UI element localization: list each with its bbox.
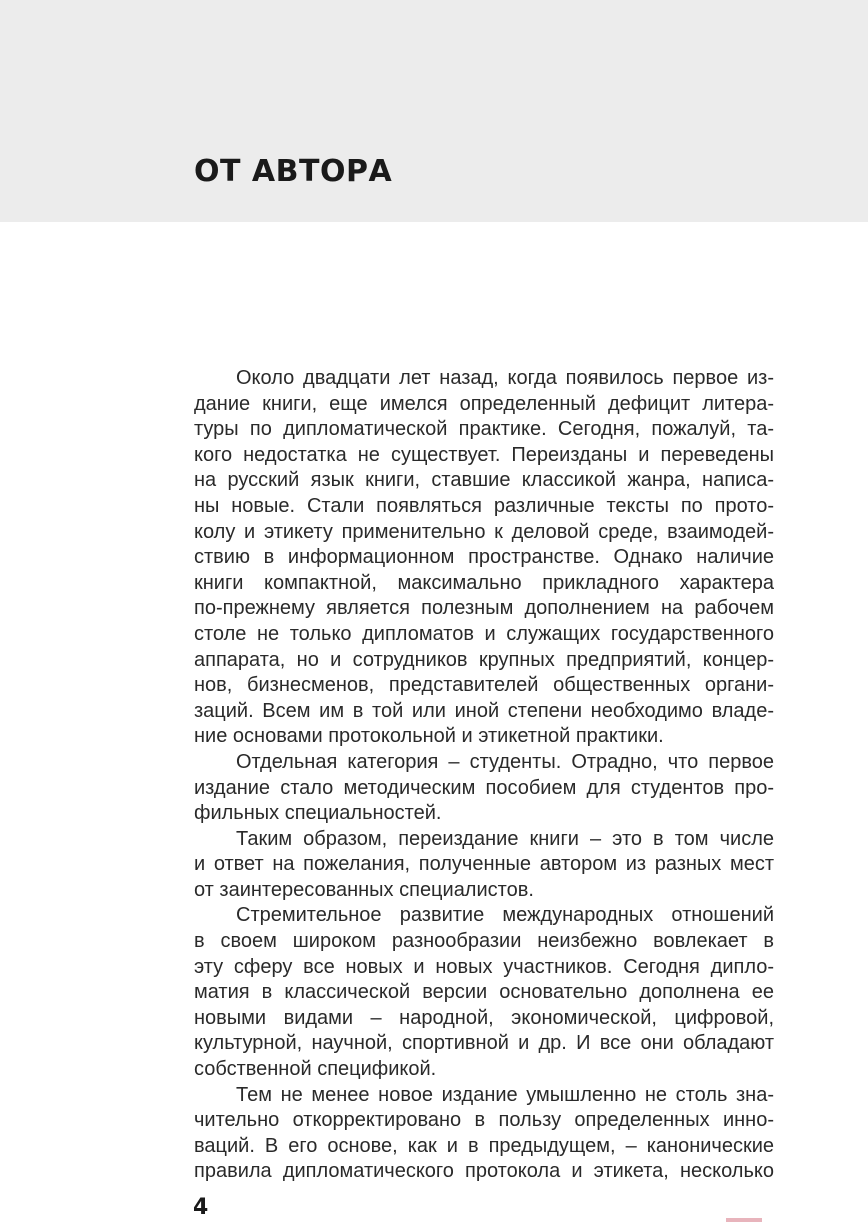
text-line: Около двадцати лет назад, когда появилось первое из- xyxy=(236,367,774,389)
text-line: колу и этикету применительно к деловой среде, взаимодей- xyxy=(194,520,774,543)
text-line: столе не только дипломатов и служащих государственного xyxy=(194,622,774,645)
footer-mark xyxy=(726,1218,762,1222)
text-line: туры по дипломатической практике. Сегодня, пожалуй, та- xyxy=(194,418,774,441)
text-line: ны новые. Стали появляться различные тексты по прото- xyxy=(194,494,774,517)
text-line: ствию в информационном пространстве. Однако наличие xyxy=(194,546,774,569)
text-line: Таким образом, переиздание книги – это в том числе xyxy=(236,827,774,850)
text-line: заций. Всем им в той или иной степени необходимо владе- xyxy=(194,699,774,722)
text-line: матия в классической версии основательно дополнена ее xyxy=(194,981,774,1004)
text-line: фильных специальностей. xyxy=(194,802,442,825)
body-text xyxy=(194,366,774,1185)
text-line: Тем не менее новое издание умышленно не столь зна- xyxy=(236,1083,774,1106)
text-line: и ответ на пожелания, полученные автором из разных мест xyxy=(194,853,774,876)
text-line: издание стало методическим пособием для студентов про- xyxy=(194,776,774,799)
text-line: чительно откорректировано в пользу определенных инно- xyxy=(194,1109,774,1132)
text-line: книги компактной, максимально прикладного характера xyxy=(194,571,774,594)
text-line: ваций. В его основе, как и в предыдущем, – канонические xyxy=(194,1134,774,1157)
text-line: правила дипломатического протокола и этикета, несколько xyxy=(194,1160,774,1183)
text-line: кого недостатка не существует. Переизданы и переведены xyxy=(194,443,774,466)
text-line: Отдельная категория – студенты. Отрадно, что первое xyxy=(236,750,774,773)
page-number: 4 xyxy=(193,1195,209,1220)
text-line: собственной спецификой. xyxy=(194,1058,437,1081)
text-line: по-прежнему является полезным дополнением на рабочем xyxy=(194,597,774,620)
text-line: в своем широком разнообразии неизбежно вовлекает в xyxy=(194,930,774,953)
text-line: культурной, научной, спортивной и др. И все они обладают xyxy=(194,1032,774,1055)
text-line: на русский язык книги, ставшие классикой жанра, написа- xyxy=(194,469,774,492)
text-line: эту сферу все новых и новых участников. Сегодня дипло- xyxy=(194,955,774,978)
text-line: дание книги, еще имелся определенный дефицит литера- xyxy=(194,392,774,415)
text-line: от заинтересованных специалистов. xyxy=(194,878,534,901)
section-title: ОТ АВТОРА xyxy=(194,154,393,189)
text-line: новыми видами – народной, экономической, цифровой, xyxy=(194,1006,774,1029)
text-line: Стремительное развитие международных отношений xyxy=(236,904,774,927)
text-line: аппарата, но и сотрудников крупных предприятий, концер- xyxy=(194,648,774,671)
text-line: ние основами протокольной и этикетной практики. xyxy=(194,725,664,748)
text-line: нов, бизнесменов, представителей общественных органи- xyxy=(194,674,774,697)
header-band xyxy=(0,0,868,222)
